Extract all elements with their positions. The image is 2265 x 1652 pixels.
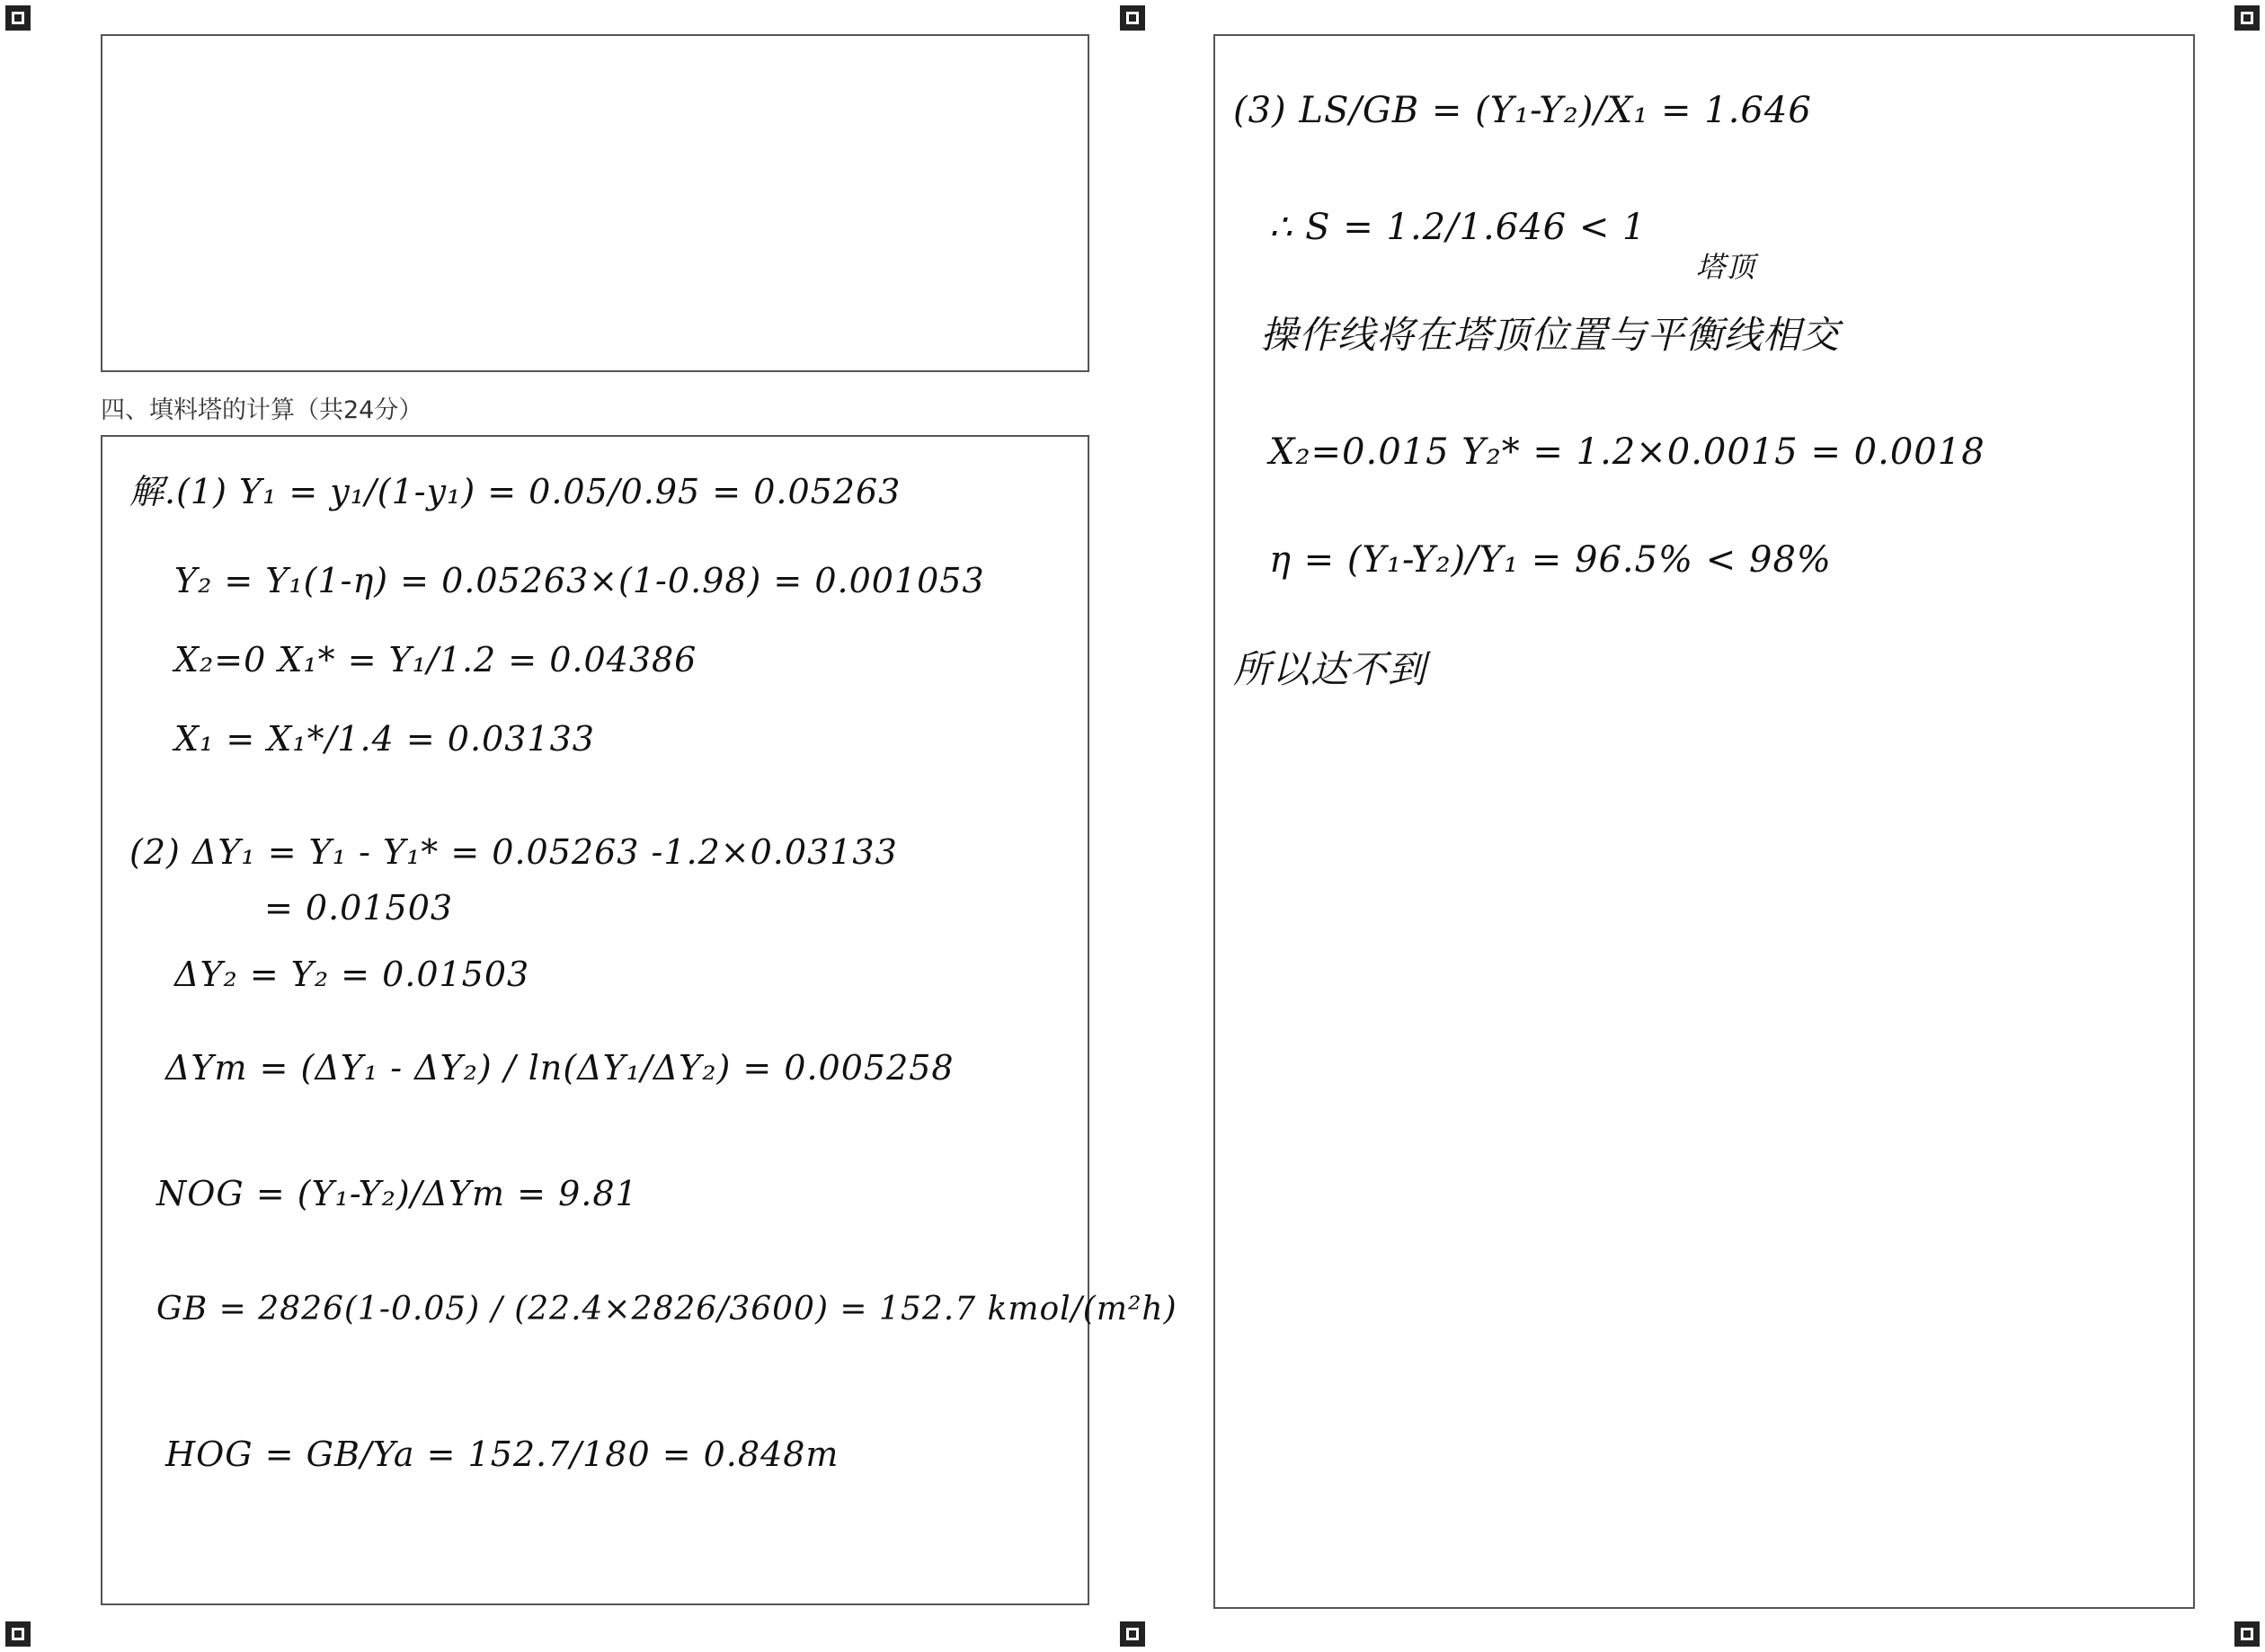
answer-line: ΔYm = (ΔY₁ - ΔY₂) / ln(ΔY₁/ΔY₂) = 0.005258 <box>165 1048 955 1088</box>
empty-answer-box <box>101 34 1089 372</box>
answer-line: X₁ = X₁*/1.4 = 0.03133 <box>174 719 595 759</box>
answer-line: X₂=0 X₁* = Y₁/1.2 = 0.04386 <box>174 640 697 679</box>
answer-line: 所以达不到 <box>1233 647 1427 691</box>
registration-marker-top-right <box>2234 5 2260 31</box>
left-answer-box <box>101 435 1177 1605</box>
answer-line: 解.(1) Y₁ = y₁/(1-y₁) = 0.05/0.95 = 0.05263 <box>129 472 902 511</box>
right-answer-box <box>1213 34 2195 1609</box>
registration-marker-top-left <box>5 5 31 31</box>
registration-marker-top-middle <box>1120 5 1145 31</box>
answer-line: ΔY₂ = Y₂ = 0.01503 <box>174 955 530 994</box>
answer-line: 操作线将在塔顶位置与平衡线相交 <box>1260 313 1841 357</box>
registration-marker-bottom-left <box>5 1621 31 1647</box>
answer-line: NOG = (Y₁-Y₂)/ΔYm = 9.81 <box>156 1174 638 1213</box>
answer-line: HOG = GB/Ya = 152.7/180 = 0.848m <box>165 1434 839 1474</box>
answer-line: ∴ S = 1.2/1.646 < 1 <box>1269 207 1647 248</box>
answer-line: η = (Y₁-Y₂)/Y₁ = 96.5% < 98% <box>1269 539 1832 581</box>
answer-line: GB = 2826(1-0.05) / (22.4×2826/3600) = 152.7 kmol/(m²h) <box>156 1291 1177 1328</box>
answer-line-inserted: 塔顶 <box>1696 250 1756 284</box>
registration-marker-bottom-right <box>2234 1621 2260 1647</box>
section-heading: 四、填料塔的计算（共24分） <box>101 396 423 424</box>
answer-line: (2) ΔY₁ = Y₁ - Y₁* = 0.05263 -1.2×0.03133 <box>129 832 898 872</box>
answer-line: X₂=0.015 Y₂* = 1.2×0.0015 = 0.0018 <box>1269 431 1985 473</box>
registration-marker-bottom-middle <box>1120 1621 1145 1647</box>
answer-line: = 0.01503 <box>264 888 454 928</box>
answer-line: Y₂ = Y₁(1-η) = 0.05263×(1-0.98) = 0.001053 <box>174 561 985 600</box>
answer-line: (3) LS/GB = (Y₁-Y₂)/X₁ = 1.646 <box>1233 90 1812 131</box>
